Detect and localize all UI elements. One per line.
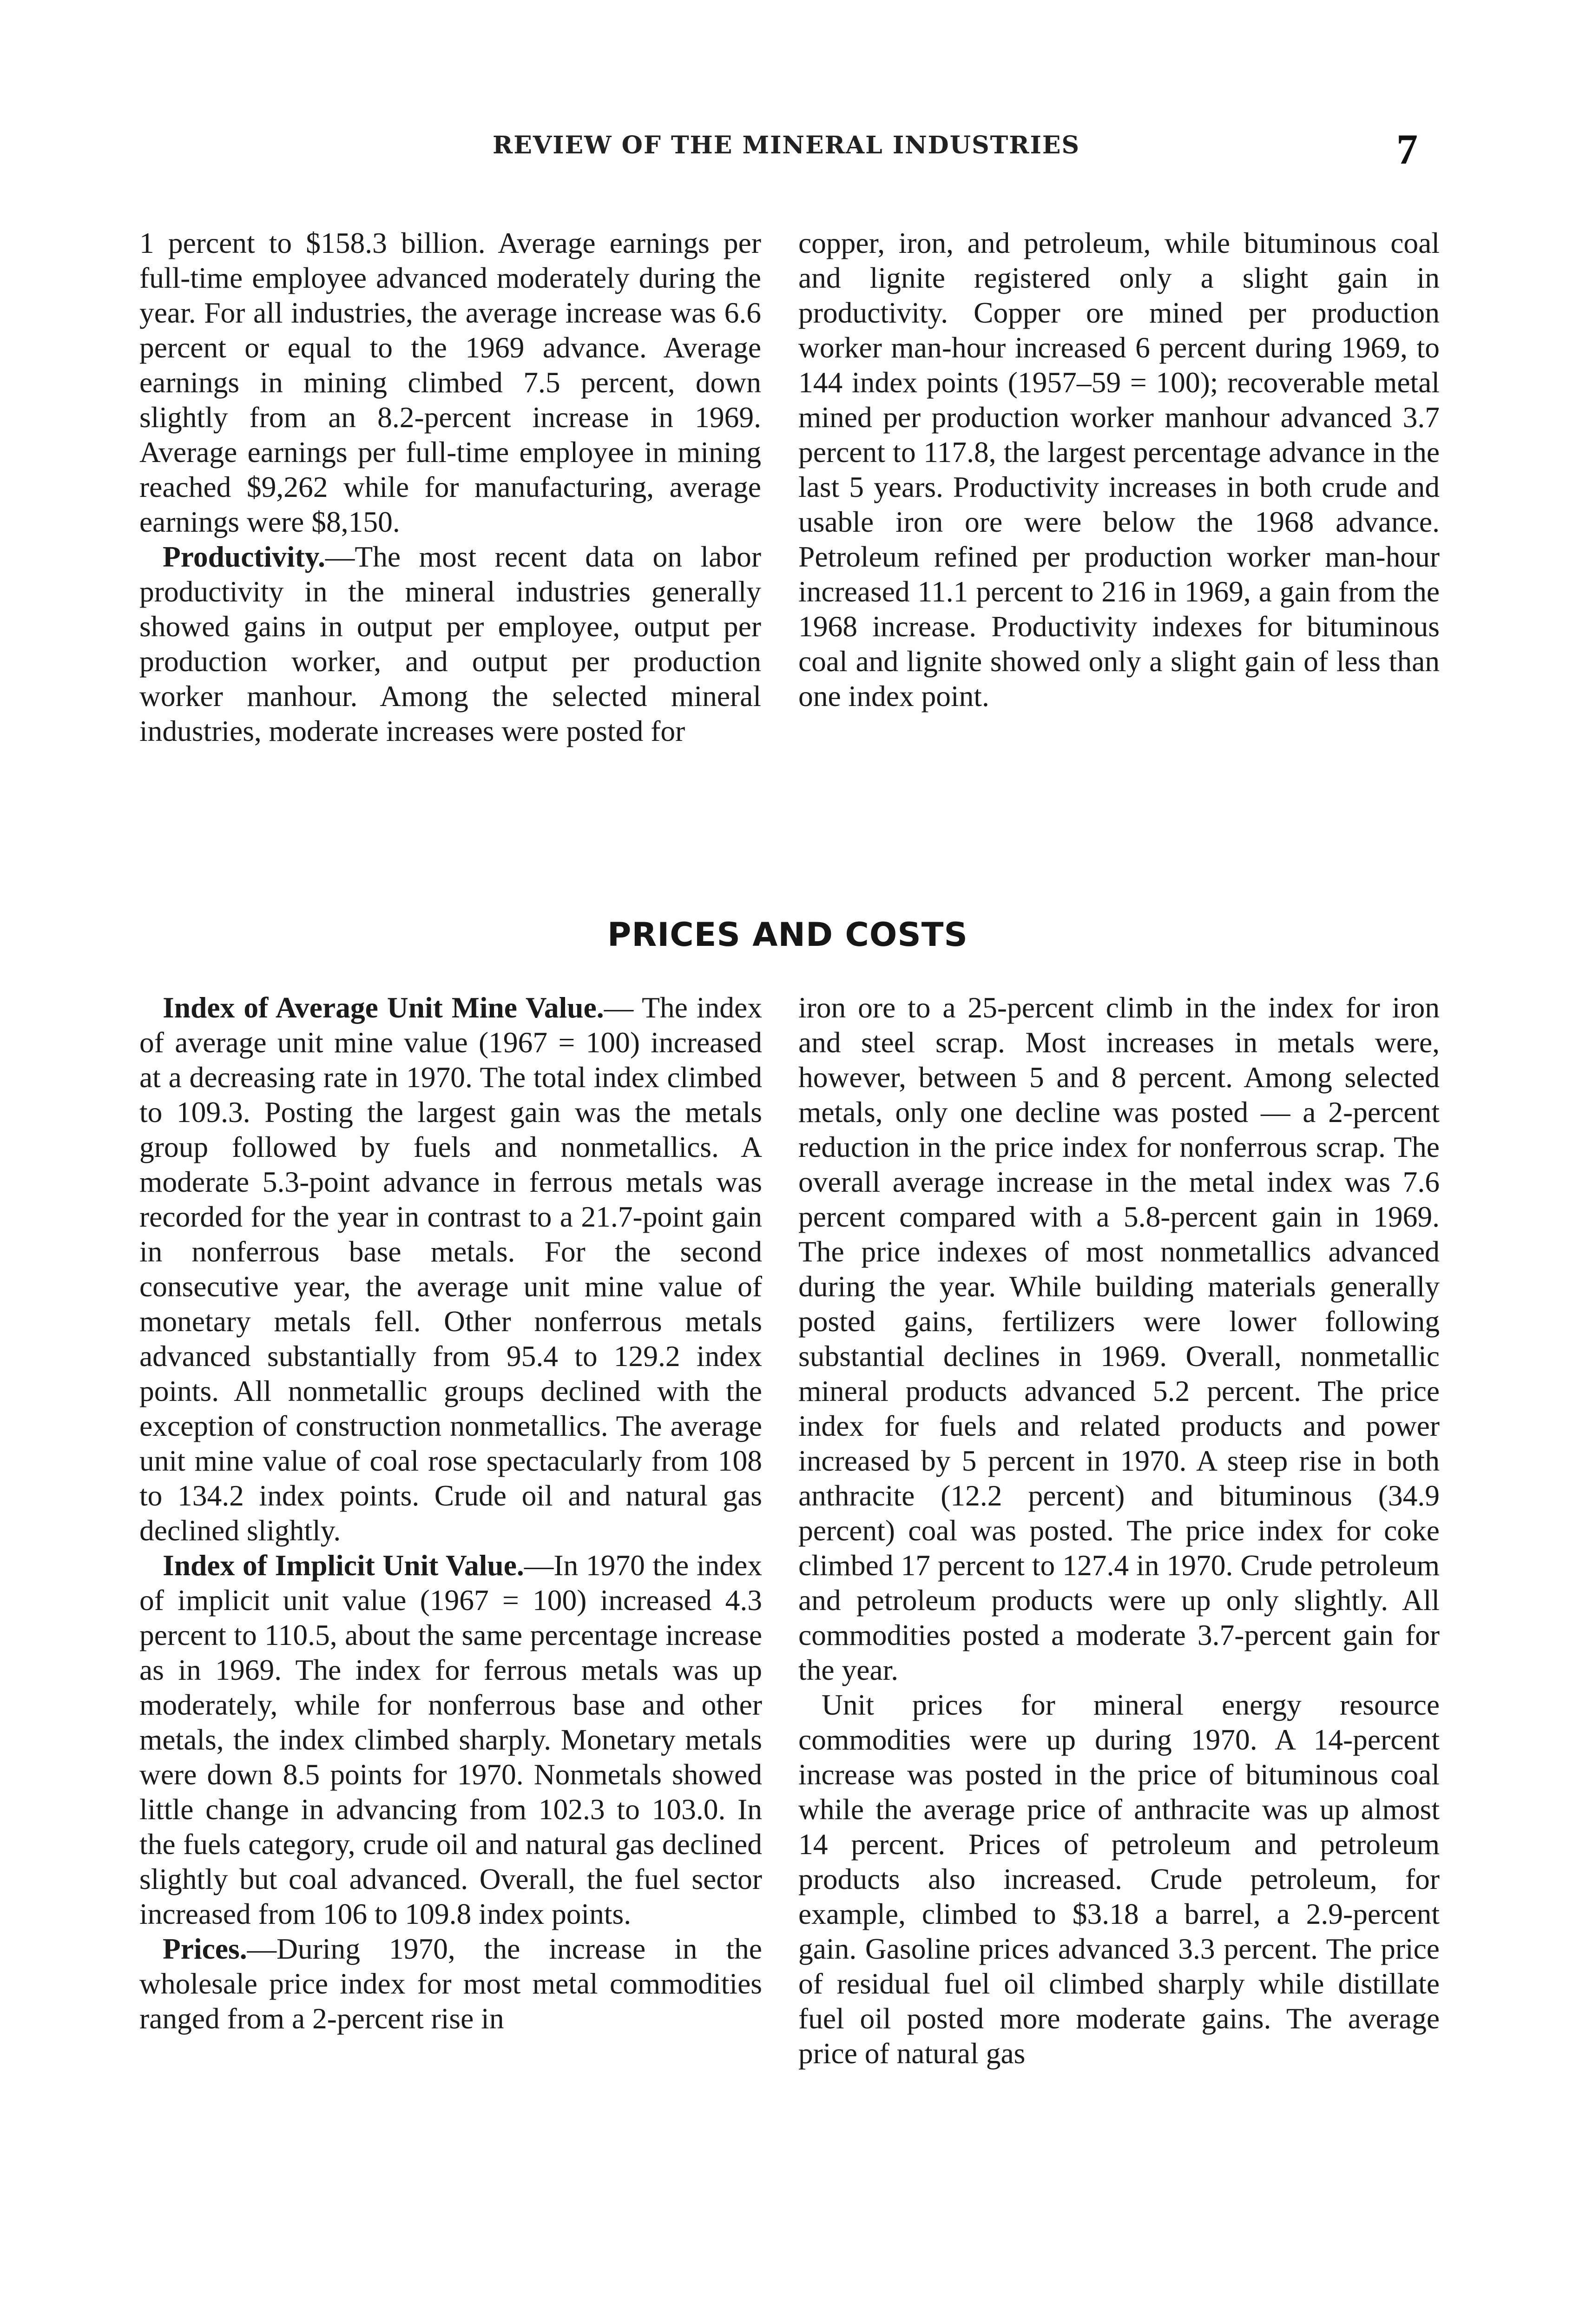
page-number: 7: [1396, 125, 1418, 173]
productivity-subhead: Productivity.: [163, 540, 325, 573]
implicit-unit-value-text: —In 1970 the index of implicit unit value (1967 = 100) increased 4.3 percent to 110.5, about the same percentage increase as in 1969. The index for ferrous metals was up moderately, while for nonferrous base and other metals, the index climbed sharply. Monetary metals were down 8.5 points for 1970. Nonmetals showed little change in advancing from 102.3 to 103.0. In the fuels category, crude oil and natural gas declined slightly but coal advanced. Overall, the fuel sector increased from 106 to 109.8 index points.: [139, 1549, 762, 1930]
bottom-right-column: [798, 990, 1440, 2071]
implicit-unit-value-paragraph: [139, 1548, 762, 1931]
metal-prices-paragraph: iron ore to a 25-percent climb in the index for iron and steel scrap. Most increases in metals were, however, between 5 and 8 percent. Among selected metals, only one decline was posted — a 2-percent reduction in the price index for nonferrous scrap. The overall average increase in the metal index was 7.6 percent compared with a 5.8-percent gain in 1969. The price indexes of most nonmetallics advanced during the year. While building materials generally posted gains, fertilizers were lower following substantial declines in 1969. Overall, nonmetallic mineral products advanced 5.2 percent. The price index for fuels and related products and power increased by 5 percent in 1970. A steep rise in both anthracite (12.2 percent) and bituminous (34.9 percent) coal was posted. The price index for coke climbed 17 percent to 127.4 in 1970. Crude petroleum and petroleum products were up only slightly. All commodities posted a moderate 3.7-percent gain for the year.: [798, 991, 1440, 1686]
prices-paragraph: [139, 1931, 762, 2036]
prices-subhead: Prices.: [163, 1932, 247, 1965]
productivity-continued-paragraph: copper, iron, and petroleum, while bituminous coal and lignite registered only a slight gain in productivity. Copper ore mined per production worker man-hour increased 6 percent during 1969, to 144 index points (1957–59 = 100); recoverable metal mined per production worker manhour advanced 3.7 percent to 117.8, the largest percentage advance in the last 5 years. Productivity increases in both crude and usable iron ore were below the 1968 advance. Petroleum refined per production worker man-hour increased 11.1 percent to 216 in 1969, a gain from the 1968 increase. Productivity indexes for bituminous coal and lignite showed only a slight gain of less than one index point.: [798, 226, 1440, 713]
average-unit-value-paragraph: [139, 990, 762, 1548]
bottom-left-column: [139, 990, 762, 2036]
section-heading: PRICES AND COSTS: [607, 916, 968, 954]
top-left-column: [139, 225, 761, 748]
productivity-paragraph: [139, 539, 761, 748]
earnings-paragraph: 1 percent to $158.3 billion. Average earnings per full-time employee advanced moderately during the year. For all industries, the average increase was 6.6 percent or equal to the 1969 advance. Average earnings in mining climbed 7.5 percent, down slightly from an 8.2-percent increase in 1969. Average earnings per full-time employee in mining reached $9,262 while for manufacturing, average earnings were $8,150.: [139, 226, 761, 538]
average-unit-value-text: — The index of average unit mine value (1967 = 100) increased at a decreasing rate in 1970. The total index climbed to 109.3. Posting the largest gain was the metals group followed by fuels and nonmetallics. A moderate 5.3-point advance in ferrous metals was recorded for the year in contrast to a 21.7-point gain in nonferrous base metals. For the second consecutive year, the average unit mine value of monetary metals fell. Other nonferrous metals advanced substantially from 95.4 to 129.2 index points. All nonmetallic groups declined with the exception of construction nonmetallics. The average unit mine value of coal rose spectacularly from 108 to 134.2 index points. Crude oil and natural gas declined slightly.: [139, 991, 762, 1547]
running-title: REVIEW OF THE MINERAL INDUSTRIES: [493, 131, 1080, 159]
implicit-unit-value-subhead: Index of Implicit Unit Value.: [163, 1549, 524, 1582]
prices-text: —During 1970, the increase in the wholesale price index for most metal commodities ranged from a 2-percent rise in: [139, 1932, 762, 2035]
energy-prices-paragraph: Unit prices for mineral energy resource commodities were up during 1970. A 14-percent increase was posted in the price of bituminous coal while the average price of anthracite was up almost 14 percent. Prices of petroleum and petroleum products also increased. Crude petroleum, for example, climbed to $3.18 a barrel, a 2.9-percent gain. Gasoline prices advanced 3.3 percent. The price of residual fuel oil climbed sharply while distillate fuel oil posted more moderate gains. The average price of natural gas: [798, 1688, 1440, 2070]
top-right-column: [798, 225, 1440, 713]
productivity-text: —The most recent data on labor productivity in the mineral industries generally showed gains in output per employee, output per production worker, and output per production worker manhour. Among the selected mineral industries, moderate increases were posted for: [139, 540, 761, 747]
average-unit-value-subhead: Index of Average Unit Mine Value.: [163, 991, 604, 1024]
